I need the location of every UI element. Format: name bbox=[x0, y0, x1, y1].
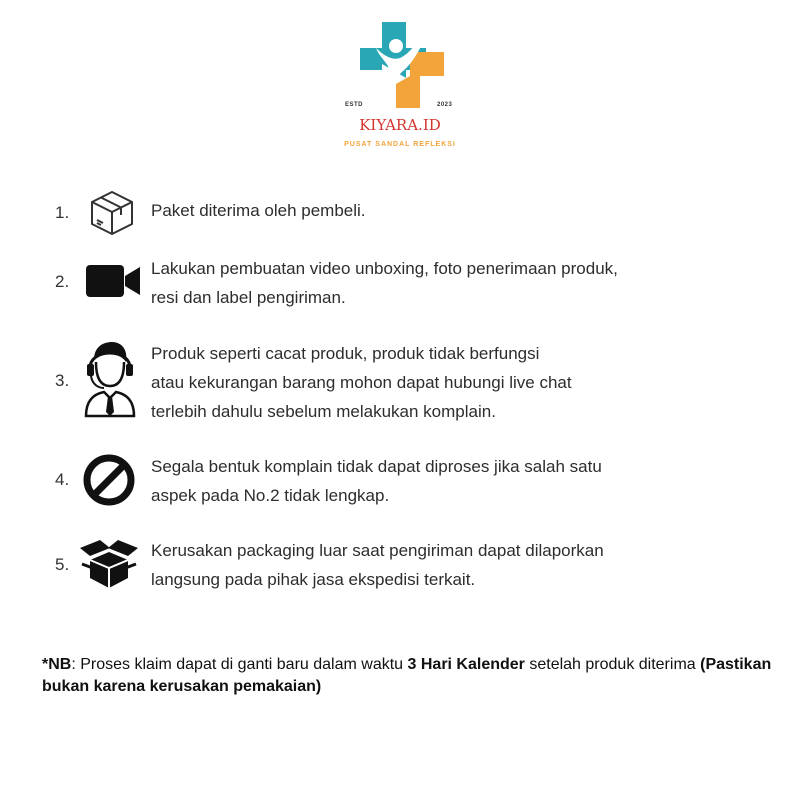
step-line: atau kekurangan barang mohon dapat hubungi live chat bbox=[151, 373, 572, 392]
step-text bbox=[151, 536, 604, 594]
video-camera-icon bbox=[86, 264, 140, 303]
logo-estd: ESTD bbox=[345, 102, 364, 108]
note bbox=[42, 654, 772, 698]
open-box-icon bbox=[78, 538, 140, 595]
note-label: *NB bbox=[42, 656, 72, 673]
step-line: Produk seperti cacat produk, produk tidak berfungsi bbox=[151, 344, 540, 363]
step-number: 2. bbox=[55, 272, 70, 291]
medical-cross-logo-icon bbox=[356, 18, 446, 110]
note-text-2: setelah produk diterima bbox=[524, 656, 701, 673]
brand-tagline: PUSAT SANDAL REFLEKSI bbox=[344, 141, 456, 148]
step-number: 5. bbox=[55, 555, 70, 574]
note-text-1: : Proses klaim dapat di ganti baru dalam waktu bbox=[71, 656, 408, 673]
step-line: Paket diterima oleh pembeli. bbox=[151, 201, 366, 220]
prohibited-icon bbox=[82, 453, 136, 512]
step-line: Segala bentuk komplain tidak dapat diproses jika salah satu bbox=[151, 457, 602, 476]
step-line: resi dan label pengiriman. bbox=[151, 288, 346, 307]
step-number: 3. bbox=[55, 371, 70, 390]
logo-year: 2023 bbox=[437, 102, 453, 108]
note-disclaimer: (Pastikan bukan karena kerusakan pemakaian) bbox=[42, 656, 772, 695]
brand-logo bbox=[340, 18, 460, 158]
step-text bbox=[151, 196, 366, 225]
step-line: Kerusakan packaging luar saat pengiriman dapat dilaporkan bbox=[151, 541, 604, 560]
step-line: Lakukan pembuatan video unboxing, foto penerimaan produk, bbox=[151, 259, 618, 278]
step-text bbox=[151, 452, 602, 510]
step-number: 1. bbox=[55, 203, 70, 222]
step-line: aspek pada No.2 tidak lengkap. bbox=[151, 486, 390, 505]
step-line: langsung pada pihak jasa ekspedisi terkait. bbox=[151, 570, 476, 589]
brand-name: KIYARA.ID bbox=[359, 116, 441, 134]
step-text bbox=[151, 339, 572, 426]
step-text bbox=[151, 254, 618, 312]
note-highlight-days: 3 Hari Kalender bbox=[407, 656, 525, 673]
package-icon bbox=[88, 188, 136, 241]
step-line: terlebih dahulu sebelum melakukan komplain. bbox=[151, 402, 496, 421]
customer-service-icon bbox=[82, 338, 138, 423]
step-number: 4. bbox=[55, 470, 70, 489]
